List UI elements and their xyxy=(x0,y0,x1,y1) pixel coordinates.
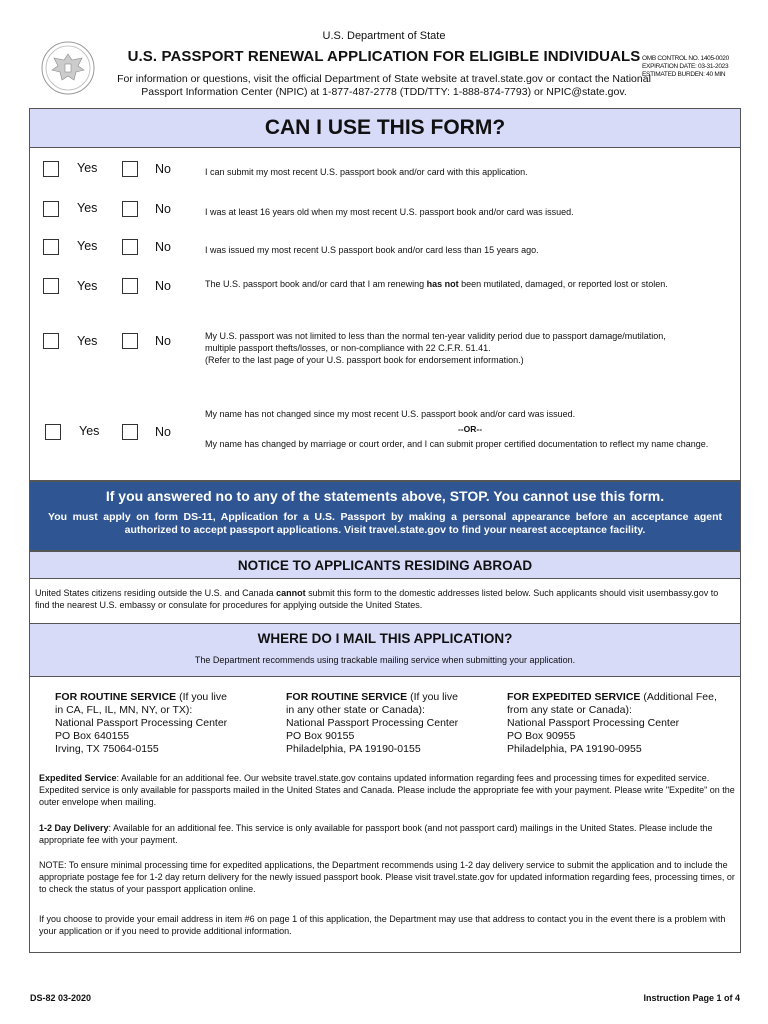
yes-checkbox[interactable] xyxy=(43,278,59,294)
yes-label: Yes xyxy=(77,239,98,253)
notice-part: submit this form to the domestic addresses listed below. Such applicants should visit usembassy.gov to find the nearest U.S. embassy or consulate for procedures for applying outside the United States. xyxy=(35,588,719,610)
statement-text xyxy=(205,278,735,290)
mail-heading-band xyxy=(29,624,741,677)
can-i-use-heading: CAN I USE THIS FORM? xyxy=(29,108,741,148)
paragraph-text: : Available for an additional fee. Our website travel.state.gov contains updated information regarding fees and processing times for expedited service. Expedited service is only available for passports mailed in the United States and Canada. Please include the appropriate fee with your payment. Please write "Expedite" on the outer envelope when mailing. xyxy=(39,773,735,807)
address-line: PO Box 90155 xyxy=(286,730,355,742)
service-type: FOR ROUTINE SERVICE xyxy=(286,691,408,703)
no-checkbox[interactable] xyxy=(122,278,138,294)
statement-text: I was issued my most recent U.S passport book and/or card less than 15 years ago. xyxy=(205,245,539,255)
or-divider: --OR-- xyxy=(457,424,483,434)
paragraph-text: : Available for an additional fee. This service is only available for passport book (and not passport card) mailings in the United States. Please include the appropriate fee with your payment. xyxy=(39,823,713,845)
address-line: PO Box 640155 xyxy=(55,730,130,742)
service-qualifier-line: from any state or Canada): xyxy=(507,704,632,716)
statement-line: My name has not changed since my most recent U.S. passport book and/or card was issued. xyxy=(205,409,576,419)
yes-checkbox[interactable] xyxy=(43,239,59,255)
yes-label: Yes xyxy=(77,334,98,348)
no-checkbox[interactable] xyxy=(122,161,138,177)
eligibility-questions xyxy=(29,148,741,481)
service-qualifier: (Additional Fee, xyxy=(640,691,717,703)
delivery-paragraph xyxy=(39,822,735,846)
service-type: FOR EXPEDITED SERVICE xyxy=(507,691,641,703)
yes-checkbox[interactable] xyxy=(45,424,61,440)
address-line: Irving, TX 75064-0155 xyxy=(55,743,159,755)
contact-line-1: For information or questions, visit the official Department of State website at travel.state.gov or contact the National xyxy=(117,73,651,85)
note-paragraph: NOTE: To ensure minimal processing time for expedited applications, the Department recommends using 1-2 day delivery service to submit the application and to include the appropriate postage fee for 1-2 day return delivery for the newly issued passport book. Please visit travel.state.gov for updated information regarding fees, processing times, or to check the status of your passport application online. xyxy=(39,860,735,894)
form-id: DS-82 03-2020 xyxy=(30,993,92,1003)
department-name: U.S. Department of State xyxy=(322,30,446,42)
statement-part: been mutilated, damaged, or reported lost or stolen. xyxy=(458,279,668,289)
address-line: National Passport Processing Center xyxy=(286,717,459,729)
no-label: No xyxy=(155,425,171,439)
paragraph-label: Expedited Service xyxy=(39,773,117,783)
omb-control-number: OMB CONTROL NO. 1405-0020 xyxy=(642,55,729,62)
no-label: No xyxy=(155,162,171,176)
statement-part: The U.S. passport book and/or card that I am renewing xyxy=(205,279,427,289)
address-line: Philadelphia, PA 19190-0155 xyxy=(286,743,421,755)
contact-info xyxy=(100,73,668,99)
yes-checkbox[interactable] xyxy=(43,161,59,177)
service-type: FOR ROUTINE SERVICE xyxy=(55,691,177,703)
no-checkbox[interactable] xyxy=(122,424,138,440)
statement-line: My U.S. passport was not limited to less than the normal ten-year validity period due to passport damage/mutilation, xyxy=(205,331,666,341)
mailing-address-column xyxy=(507,691,717,756)
no-label: No xyxy=(155,240,171,254)
statement-line: My name has changed by marriage or court order, and I can submit proper certified documentation to reflect my name change. xyxy=(205,439,709,449)
statement-emphasis: has not xyxy=(426,279,459,289)
contact-line-2: Passport Information Center (NPIC) at 1-877-487-2778 (TDD/TTY: 1-888-874-7793) or NPIC@state.gov. xyxy=(141,86,627,98)
notice-emphasis: cannot xyxy=(276,588,306,598)
yes-label: Yes xyxy=(77,201,98,215)
yes-label: Yes xyxy=(79,424,100,438)
notice-part: United States citizens residing outside the U.S. and Canada xyxy=(35,588,277,598)
statement-line: multiple passport thefts/losses, or non-compliance with 22 C.F.R. 51.41. xyxy=(205,343,491,353)
address-line: National Passport Processing Center xyxy=(507,717,680,729)
mailing-address-column xyxy=(286,691,458,756)
stop-instructions: You must apply on form DS-11, Application for a U.S. Passport by making a personal appearance before an acceptance agent authorized to accept passport applications. Visit travel.state.gov to find your nearest acceptance facility. xyxy=(48,511,722,536)
omb-expiration-date: EXPIRATION DATE: 03-31-2023 xyxy=(642,63,729,70)
page-indicator: Instruction Page 1 of 4 xyxy=(643,993,740,1003)
yes-checkbox[interactable] xyxy=(43,333,59,349)
expedited-service-paragraph xyxy=(39,772,735,808)
service-qualifier-line: in any other state or Canada): xyxy=(286,704,425,716)
mail-subtitle: The Department recommends using trackable mailing service when submitting your application. xyxy=(194,655,576,665)
mail-section xyxy=(29,677,741,953)
notice-abroad-heading: NOTICE TO APPLICANTS RESIDING ABROAD xyxy=(29,551,741,579)
yes-label: Yes xyxy=(77,279,98,293)
paragraph-label: 1-2 Day Delivery xyxy=(39,823,109,833)
no-label: No xyxy=(155,334,171,348)
mailing-address-column xyxy=(55,691,227,756)
stop-banner xyxy=(29,481,741,551)
omb-estimated-burden: ESTIMATED BURDEN: 40 MIN xyxy=(642,71,726,78)
service-qualifier-line: in CA, FL, IL, MN, NY, or TX): xyxy=(55,704,193,716)
form-title: U.S. PASSPORT RENEWAL APPLICATION FOR ELIGIBLE INDIVIDUALS xyxy=(127,48,641,65)
no-checkbox[interactable] xyxy=(122,201,138,217)
address-line: National Passport Processing Center xyxy=(55,717,228,729)
notice-abroad-text xyxy=(29,579,741,624)
statement-line: (Refer to the last page of your U.S. passport book for endorsement information.) xyxy=(205,355,524,365)
statement-text xyxy=(205,330,735,366)
statement-text xyxy=(205,408,735,450)
service-qualifier: (If you live xyxy=(176,691,227,703)
address-line: PO Box 90955 xyxy=(507,730,576,742)
no-checkbox[interactable] xyxy=(122,239,138,255)
no-label: No xyxy=(155,202,171,216)
address-line: Philadelphia, PA 19190-0955 xyxy=(507,743,642,755)
service-qualifier: (If you live xyxy=(407,691,458,703)
stop-heading: If you answered no to any of the statements above, STOP. You cannot use this form. xyxy=(105,488,665,504)
email-paragraph: If you choose to provide your email address in item #6 on page 1 of this application, the Department may use that address to contact you in the event there is a problem with your application or if you need to provide additional information. xyxy=(39,914,726,936)
mail-heading: WHERE DO I MAIL THIS APPLICATION? xyxy=(257,631,513,646)
yes-label: Yes xyxy=(77,161,98,175)
statement-text: I can submit my most recent U.S. passport book and/or card with this application. xyxy=(205,167,528,177)
no-checkbox[interactable] xyxy=(122,333,138,349)
no-label: No xyxy=(155,279,171,293)
yes-checkbox[interactable] xyxy=(43,201,59,217)
statement-text: I was at least 16 years old when my most recent U.S. passport book and/or card was issued. xyxy=(205,207,574,217)
